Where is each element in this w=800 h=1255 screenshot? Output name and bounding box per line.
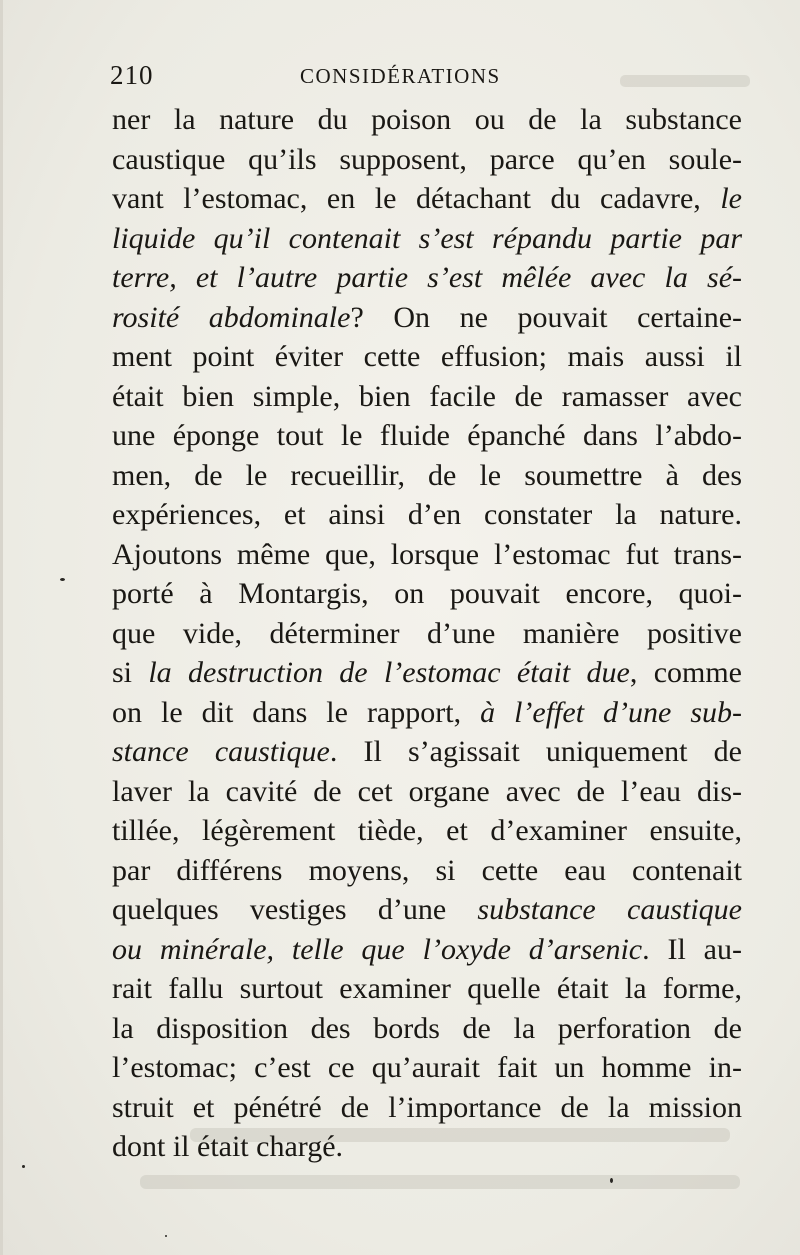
text-line (112, 219, 742, 259)
text-run: une éponge tout le fluide épanché dans l’abdo- (112, 419, 742, 452)
body-text (112, 100, 742, 1167)
text-run: men, de le recueillir, de le soumettre à des (112, 458, 742, 492)
text-run: . Il au- (642, 932, 742, 966)
page-number: 210 (110, 60, 154, 90)
text-line (112, 495, 742, 535)
text-run: expériences, et ainsi d’en constater la nature. (112, 498, 742, 531)
italic-text: le (720, 182, 742, 215)
text-run: on le dit dans le rapport, (112, 695, 481, 729)
text-line (112, 732, 742, 772)
italic-text: stance caustique (112, 735, 330, 768)
italic-text: rosité abdominale (112, 300, 351, 334)
text-line (112, 614, 742, 654)
italic-text: substance caustique (477, 893, 742, 926)
text-line (112, 377, 742, 417)
text-run: ment point éviter cette effusion; mais aussi il (112, 340, 742, 373)
text-line (112, 1009, 742, 1049)
text-line (112, 811, 742, 851)
italic-text: liquide qu’il contenait s’est répandu partie par (112, 221, 742, 255)
text-line (112, 298, 742, 338)
text-line (112, 1127, 742, 1167)
text-line (112, 969, 742, 1009)
text-line (112, 851, 742, 891)
text-run: Ajoutons même que, lorsque l’estomac fut trans- (112, 537, 742, 571)
text-run: par différens moyens, si cette eau contenait (112, 853, 742, 887)
text-line (112, 179, 742, 219)
text-run: ? On ne pouvait certaine- (350, 300, 742, 334)
italic-text: à l’effet d’une sub- (480, 695, 742, 729)
text-line (112, 772, 742, 812)
text-run: . Il s’agissait uniquement de (329, 735, 742, 768)
text-line (112, 930, 742, 970)
text-run: tillée, légèrement tiède, et d’examiner ensuite, (112, 814, 742, 847)
text-run: ner la nature du poison ou de la substance (112, 103, 742, 136)
running-title: CONSIDÉRATIONS (300, 64, 501, 88)
text-run: porté à Montargis, on pouvait encore, quoi- (112, 577, 742, 610)
text-run: dont il était chargé. (112, 1130, 344, 1163)
text-run: la disposition des bords de la perforation de (112, 1011, 742, 1045)
text-line (112, 574, 742, 614)
text-run: l’estomac; c’est ce qu’aurait fait un homme in- (112, 1051, 742, 1084)
italic-text: terre, et l’autre partie s’est mêlée avec la sé- (112, 261, 742, 294)
text-line (112, 1088, 742, 1128)
text-run: rait fallu surtout examiner quelle était la forme, (112, 972, 742, 1005)
text-line (112, 258, 742, 298)
text-line (112, 337, 742, 377)
text-run: , comme (629, 656, 742, 689)
text-line (112, 100, 742, 140)
text-line (112, 456, 742, 496)
italic-text: ou minérale, telle que l’oxyde d’arsenic (112, 932, 643, 966)
text-run: si (112, 656, 149, 689)
text-run: vant l’estomac, en le détachant du cadavre, (112, 182, 721, 215)
text-run: était bien simple, bien facile de ramasser avec (112, 379, 742, 413)
text-run: que vide, déterminer d’une manière positive (112, 616, 742, 650)
text-line (112, 693, 742, 733)
text-line (112, 140, 742, 180)
text-line (112, 416, 742, 456)
text-run: quelques vestiges d’une (112, 893, 478, 926)
italic-text: la destruction de l’estomac était due (148, 656, 630, 689)
text-run: laver la cavité de cet organe avec de l’eau dis- (112, 774, 742, 808)
page-header (110, 60, 730, 90)
text-line (112, 890, 742, 930)
text-line (112, 1048, 742, 1088)
text-line (112, 535, 742, 575)
text-line (112, 653, 742, 693)
text-run: caustique qu’ils supposent, parce qu’en soule- (112, 142, 742, 176)
text-run: struit et pénétré de l’importance de la mission (112, 1090, 742, 1124)
